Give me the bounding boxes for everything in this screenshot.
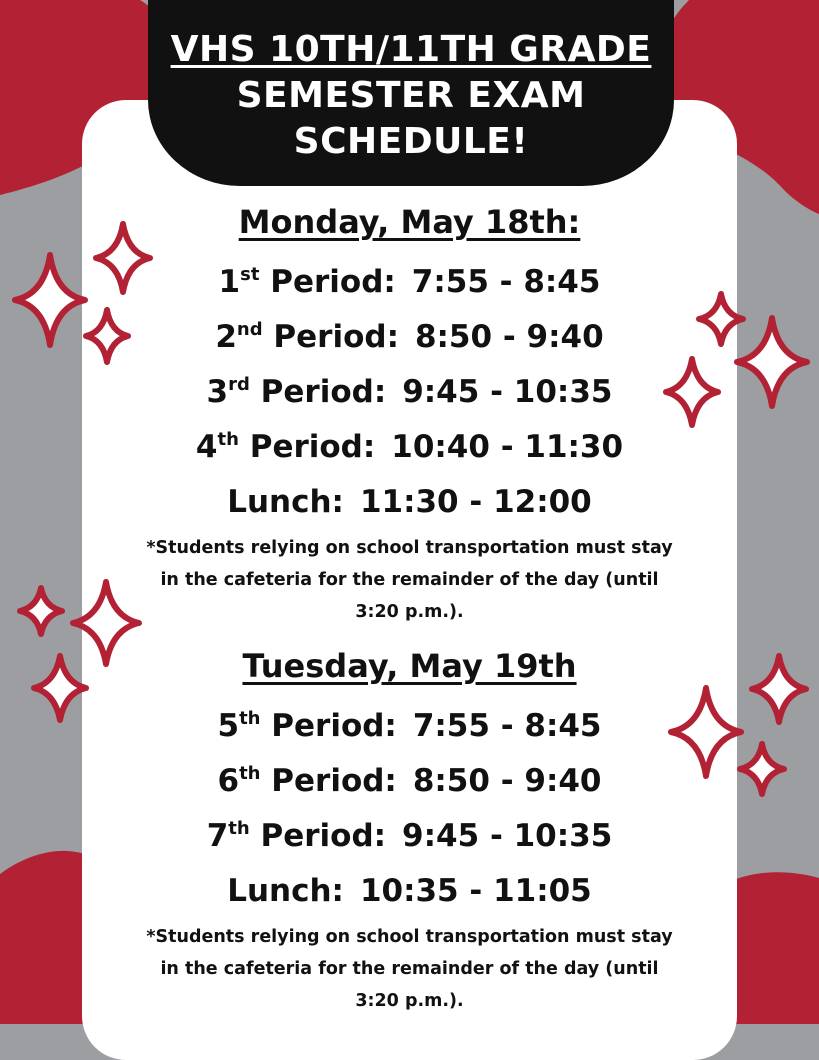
tuesday-section: [82, 646, 737, 1017]
schedule-row: 3rd Period: 9:45 - 10:35: [206, 374, 613, 410]
sparkle-icon: [732, 314, 812, 410]
title-line-2: SEMESTER EXAM: [236, 75, 586, 116]
title-banner: [148, 0, 674, 186]
day-heading-tuesday: Tuesday, May 19th: [242, 647, 577, 685]
transportation-note: *Students relying on school transportation must stay in the cafeteria for the remainder of the day (until 3:20 p.m.).: [146, 538, 673, 622]
sparkle-icon: [748, 652, 810, 726]
schedule-row: 6th Period: 8:50 - 9:40: [217, 763, 602, 799]
title-line-3: SCHEDULE!: [293, 121, 529, 162]
sparkle-icon: [30, 652, 90, 724]
sparkle-icon: [736, 740, 788, 798]
sparkle-icon: [662, 355, 722, 429]
schedule-row: 5th Period: 7:55 - 8:45: [217, 708, 602, 744]
title-line-1: VHS 10TH/11TH GRADE: [170, 29, 652, 70]
monday-section: [82, 202, 737, 628]
schedule-row: 7th Period: 9:45 - 10:35: [206, 818, 613, 854]
sparkle-icon: [16, 584, 66, 638]
sparkle-icon: [666, 684, 746, 780]
schedule-row: 2nd Period: 8:50 - 9:40: [215, 319, 604, 355]
day-heading-monday: Monday, May 18th:: [238, 203, 581, 241]
sparkle-icon: [10, 250, 90, 350]
lunch-row: Lunch: 10:35 - 11:05: [227, 873, 592, 909]
lunch-row: Lunch: 11:30 - 12:00: [227, 484, 592, 520]
sparkle-icon: [92, 220, 154, 296]
transportation-note: *Students relying on school transportation must stay in the cafeteria for the remainder of the day (until 3:20 p.m.).: [146, 927, 673, 1011]
schedule-row: 1st Period: 7:55 - 8:45: [218, 264, 601, 300]
sparkle-icon: [82, 306, 132, 366]
schedule-row: 4th Period: 10:40 - 11:30: [195, 429, 624, 465]
